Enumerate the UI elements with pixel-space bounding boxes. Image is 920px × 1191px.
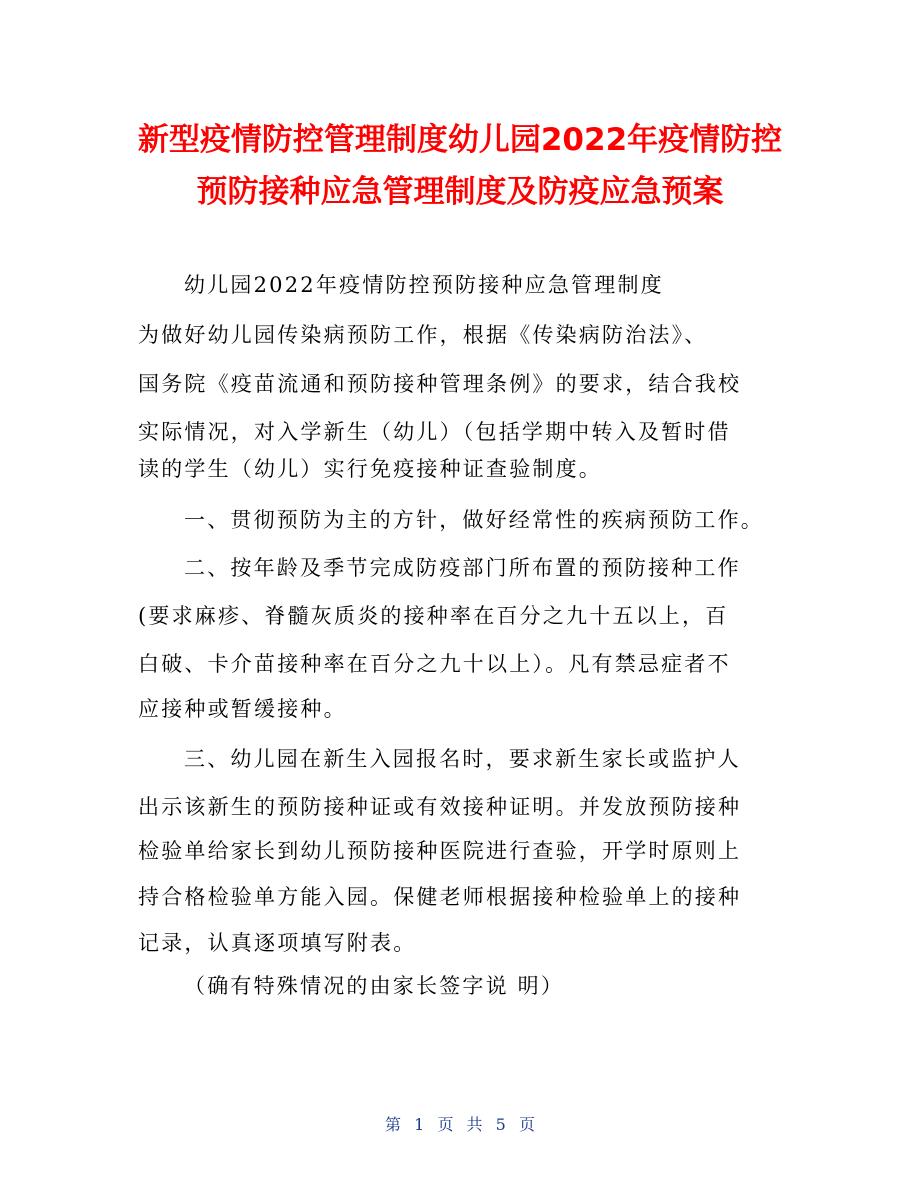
paragraph-line: 记录，认真逐项填写附表。 [138,931,417,955]
paragraph-line: (要求麻疹、脊髓灰质炎的接种率在百分之九十五以上，百 [138,604,729,628]
paragraph-line: 为做好幼儿园传染病预防工作，根据《传染病防治法》、 [138,323,708,347]
paragraph-line: 出示该新生的预防接种证或有效接种证明。并发放预防接种 [138,795,742,819]
footer-page-number: 1 [414,1115,425,1134]
paragraph-line: 实际情况，对入学新生（幼儿）（包括学期中转入及暂时借 [138,420,731,444]
paragraph-line-item-3: 三、幼儿园在新生入园报名时，要求新生家长或监护人 [184,747,741,771]
page-footer [0,1113,920,1137]
paragraph-line: 国务院《疫苗流通和预防接种管理条例》的要求，结合我校 [138,372,742,396]
paragraph-line-heading: 幼儿园2022年疫情防控预防接种应急管理制度 [184,273,664,297]
footer-page-label: 第 [385,1115,402,1134]
document-title-line-1: 新型疫情防控管理制度幼儿园2022年疫情防控 [137,122,783,158]
paragraph-line-note: （确有特殊情况的由家长签字说 明） [184,974,565,998]
paragraph-line-item-1: 一、贯彻预防为主的方针，做好经常性的疾病预防工作。 [184,508,764,532]
paragraph-line: 应接种或暂缓接种。 [138,697,347,721]
document-title-line-2: 预防接种应急管理制度及防疫应急预案 [196,174,724,210]
footer-total-label: 共 [466,1115,483,1134]
paragraph-line: 持合格检验单方能入园。保健老师根据接种检验单上的接种 [138,885,742,909]
paragraph-line: 检验单给家长到幼儿预防接种医院进行查验，开学时原则上 [138,839,742,863]
footer-total-pages: 5 [495,1115,506,1134]
footer-page-unit: 页 [437,1115,454,1134]
footer-total-unit: 页 [518,1115,535,1134]
paragraph-line: 白破、卡介苗接种率在百分之九十以上）。凡有禁忌症者不 [138,652,731,676]
paragraph-line-item-2: 二、按年龄及季节完成防疫部门所布置的预防接种工作 [184,556,741,580]
paragraph-line: 读的学生（幼儿）实行免疫接种证查验制度。 [138,457,602,481]
